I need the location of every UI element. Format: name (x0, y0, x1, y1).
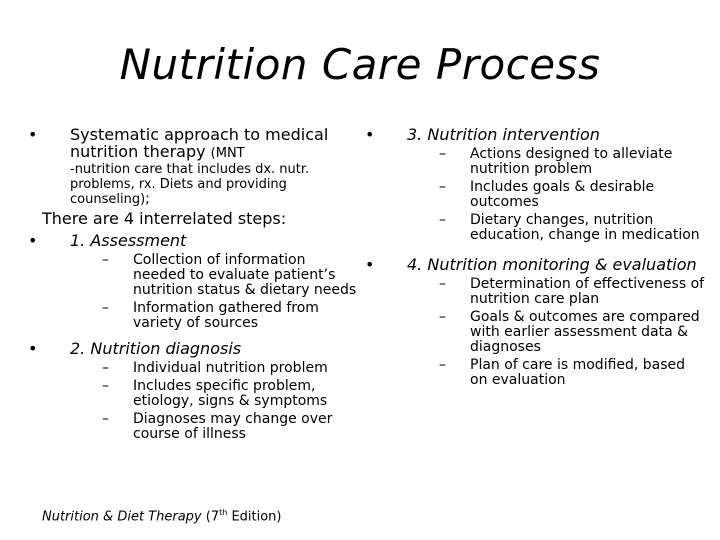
left-column (28, 126, 358, 445)
slide-title: Nutrition Care Process (119, 40, 601, 89)
citation-edition-close: Edition) (227, 509, 282, 525)
list-item-text: Includes specific problem, etiology, signs & symptoms (133, 378, 328, 409)
right-column (365, 126, 705, 391)
list-item (102, 412, 358, 442)
citation-book: Nutrition & Diet Therapy (42, 509, 202, 525)
intro-mnt: (MNT (210, 146, 245, 161)
list-item-text: Individual nutrition problem (133, 360, 328, 376)
dash-icon: – (439, 212, 446, 228)
dash-icon: – (102, 252, 109, 268)
step3-heading: 3. Nutrition intervention (407, 125, 600, 144)
step1-heading: 1. Assessment (70, 231, 187, 250)
list-item (439, 310, 705, 355)
dash-icon: – (102, 300, 109, 316)
list-item-text: Determination of effectiveness of nutrition care plan (470, 276, 705, 307)
list-item (439, 358, 705, 388)
step2-list (70, 361, 358, 442)
dash-icon: – (102, 378, 109, 394)
intro-bullet (28, 126, 358, 207)
list-item-text: Dietary changes, nutrition education, change in medication (470, 212, 700, 243)
step4-heading: 4. Nutrition monitoring & evaluation (407, 255, 697, 274)
dash-icon: – (102, 411, 109, 427)
list-item-text: Actions designed to alleviate nutrition problem (470, 146, 673, 177)
intro-detail (70, 162, 358, 207)
step3-bullet (365, 126, 705, 243)
bullet-icon: • (365, 255, 375, 274)
intro-detail-text: -nutrition care that includes dx. nutr. problems, rx. Diets and providing counseling) (70, 162, 310, 207)
intro-text: Systematic approach to medical nutrition therapy (70, 125, 329, 161)
dash-icon: – (439, 179, 446, 195)
list-item (102, 301, 358, 331)
list-item (102, 361, 358, 376)
step1-bullet (28, 232, 358, 331)
list-item (439, 213, 705, 243)
list-item (439, 277, 705, 307)
step4-bullet (365, 256, 705, 388)
dash-icon: – (439, 146, 446, 162)
dash-icon: – (439, 309, 446, 325)
list-item (439, 180, 705, 210)
intro-semicolon: ; (145, 191, 150, 207)
list-item (102, 379, 358, 409)
bullet-icon: • (28, 125, 38, 144)
citation-edition-sup: th (219, 508, 228, 517)
list-item (439, 147, 705, 177)
dash-icon: – (102, 360, 109, 376)
steps-heading: There are 4 interrelated steps: (42, 209, 287, 228)
list-item-text: Collection of information needed to evaluate patient’s nutrition status & dietary needs (133, 252, 357, 298)
list-item-text: Diagnoses may change over course of illness (133, 411, 333, 442)
step4-list (407, 277, 705, 388)
dash-icon: – (439, 276, 446, 292)
citation-edition-open: (7 (201, 509, 220, 525)
citation-footer (42, 508, 282, 524)
list-item (102, 253, 358, 298)
step2-heading: 2. Nutrition diagnosis (70, 339, 242, 358)
list-item-text: Plan of care is modified, based on evaluation (470, 357, 686, 388)
list-item-text: Goals & outcomes are compared with earlier assessment data & diagnoses (470, 309, 700, 355)
list-item-text: Includes goals & desirable outcomes (470, 179, 655, 210)
step3-list (407, 147, 705, 243)
step1-list (70, 253, 358, 331)
bullet-icon: • (28, 231, 38, 250)
dash-icon: – (439, 357, 446, 373)
bullet-icon: • (28, 339, 38, 358)
bullet-icon: • (365, 125, 375, 144)
list-item-text: Information gathered from variety of sources (133, 300, 319, 331)
step2-bullet (28, 340, 358, 442)
